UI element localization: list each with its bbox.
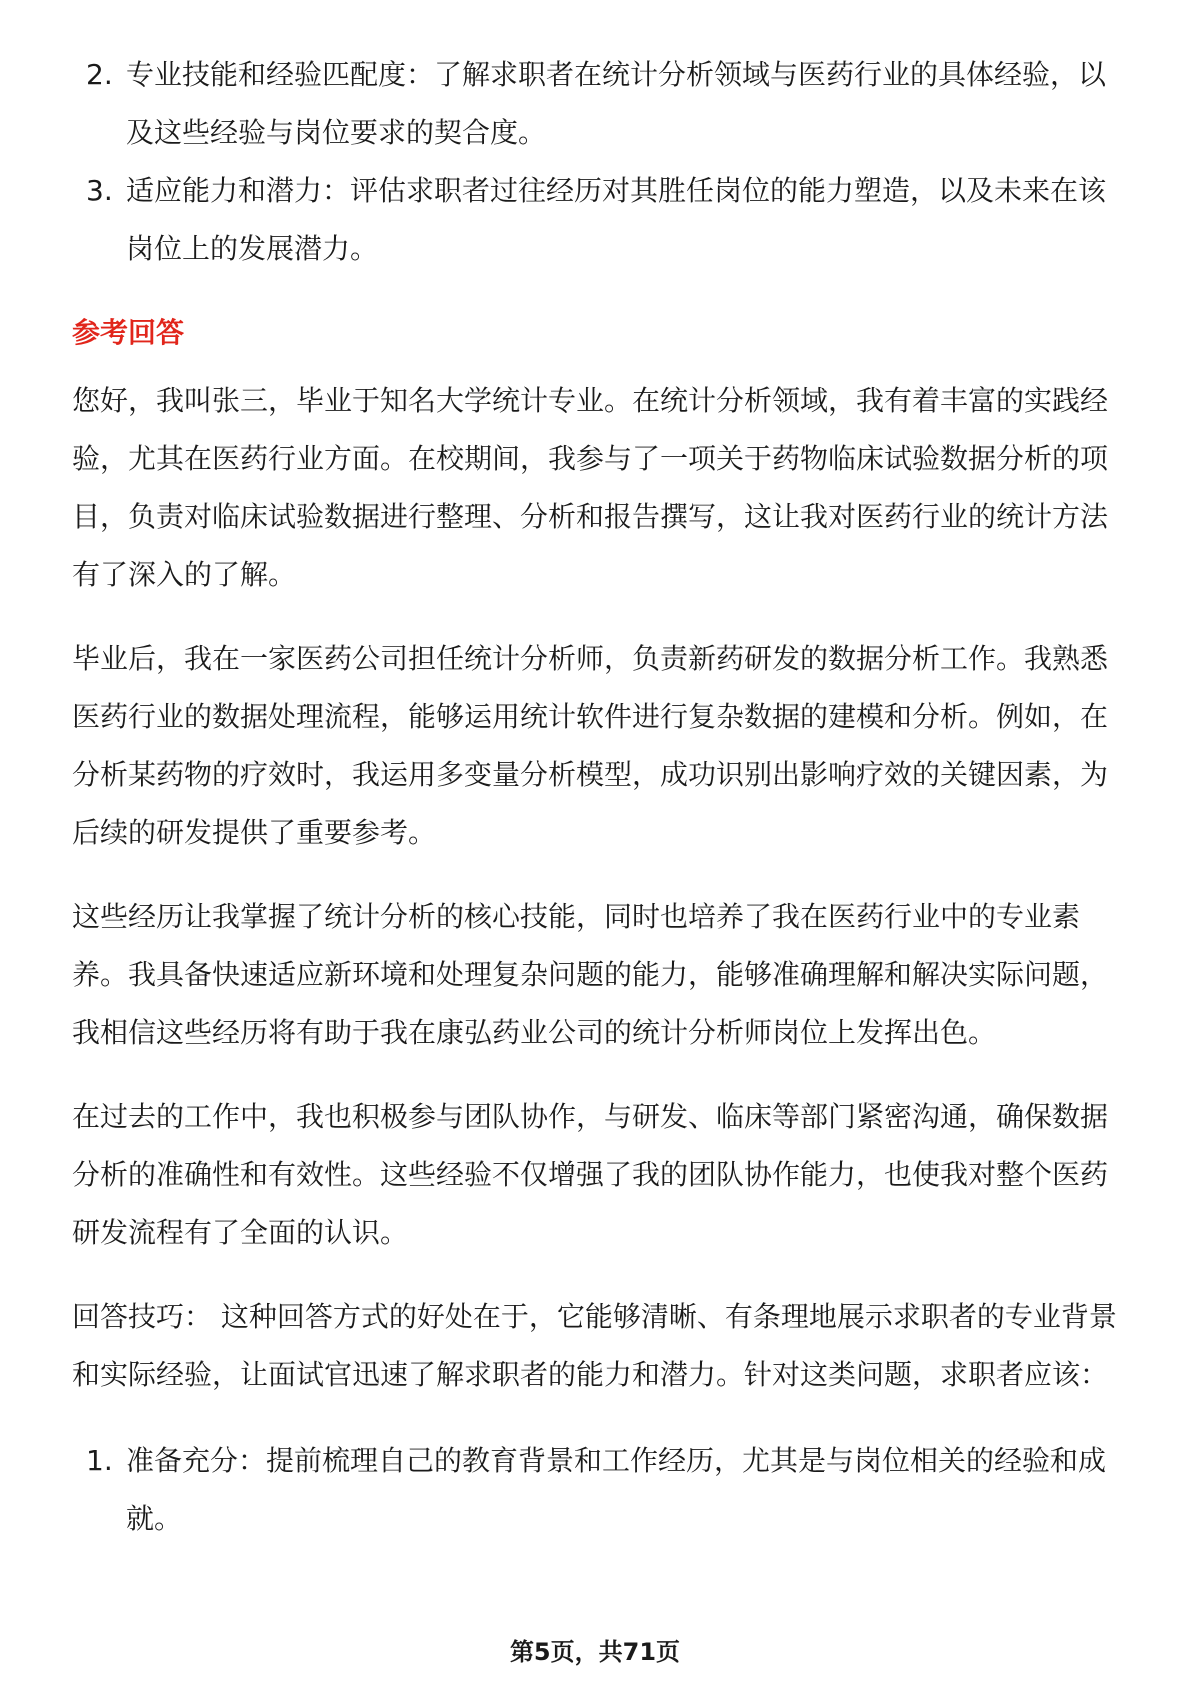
criteria-list xyxy=(72,46,1122,278)
list-item-text: 准备充分：提前梳理自己的教育背景和工作经历，尤其是与岗位相关的经验和成就。 xyxy=(126,1444,1107,1535)
list-item-number: 3. xyxy=(86,174,113,207)
list-item-number: 1. xyxy=(86,1444,113,1477)
list-item-text: 专业技能和经验匹配度：了解求职者在统计分析领域与医药行业的具体经验，以及这些经验与岗位要求的契合度。 xyxy=(126,58,1107,149)
section-heading: 参考回答 xyxy=(72,316,185,349)
list-item xyxy=(72,1432,1122,1548)
list-item-number: 2. xyxy=(86,58,113,91)
paragraph: 在过去的工作中，我也积极参与团队协作，与研发、临床等部门紧密沟通，确保数据分析的准确性和有效性。这些经验不仅增强了我的团队协作能力，也使我对整个医药研发流程有了全面的认识。 xyxy=(72,1100,1109,1249)
list-item xyxy=(72,162,1122,278)
paragraph: 您好，我叫张三，毕业于知名大学统计专业。在统计分析领域，我有着丰富的实践经验，尤其在医药行业方面。在校期间，我参与了一项关于药物临床试验数据分析的项目，负责对临床试验数据进行整理、分析和报告撰写，这让我对医药行业的统计方法有了深入的了解。 xyxy=(72,384,1109,591)
tips-list xyxy=(72,1432,1122,1548)
list-item-text: 适应能力和潜力：评估求职者过往经历对其胜任岗位的能力塑造，以及未来在该岗位上的发展潜力。 xyxy=(126,174,1107,265)
paragraph: 毕业后，我在一家医药公司担任统计分析师，负责新药研发的数据分析工作。我熟悉医药行业的数据处理流程，能够运用统计软件进行复杂数据的建模和分析。例如，在分析某药物的疗效时，我运用多变量分析模型，成功识别出影响疗效的关键因素，为后续的研发提供了重要参考。 xyxy=(72,642,1109,849)
paragraph: 回答技巧： 这种回答方式的好处在于，它能够清晰、有条理地展示求职者的专业背景和实际经验，让面试官迅速了解求职者的能力和潜力。针对这类问题，求职者应该： xyxy=(72,1300,1117,1391)
page-content xyxy=(72,46,1122,1548)
paragraph: 这些经历让我掌握了统计分析的核心技能，同时也培养了我在医药行业中的专业素养。我具备快速适应新环境和处理复杂问题的能力，能够准确理解和解决实际问题，我相信这些经历将有助于我在康弘药业公司的统计分析师岗位上发挥出色。 xyxy=(72,900,1109,1049)
list-item xyxy=(72,46,1122,162)
page-number-footer: 第5页，共71页 xyxy=(509,1638,681,1666)
